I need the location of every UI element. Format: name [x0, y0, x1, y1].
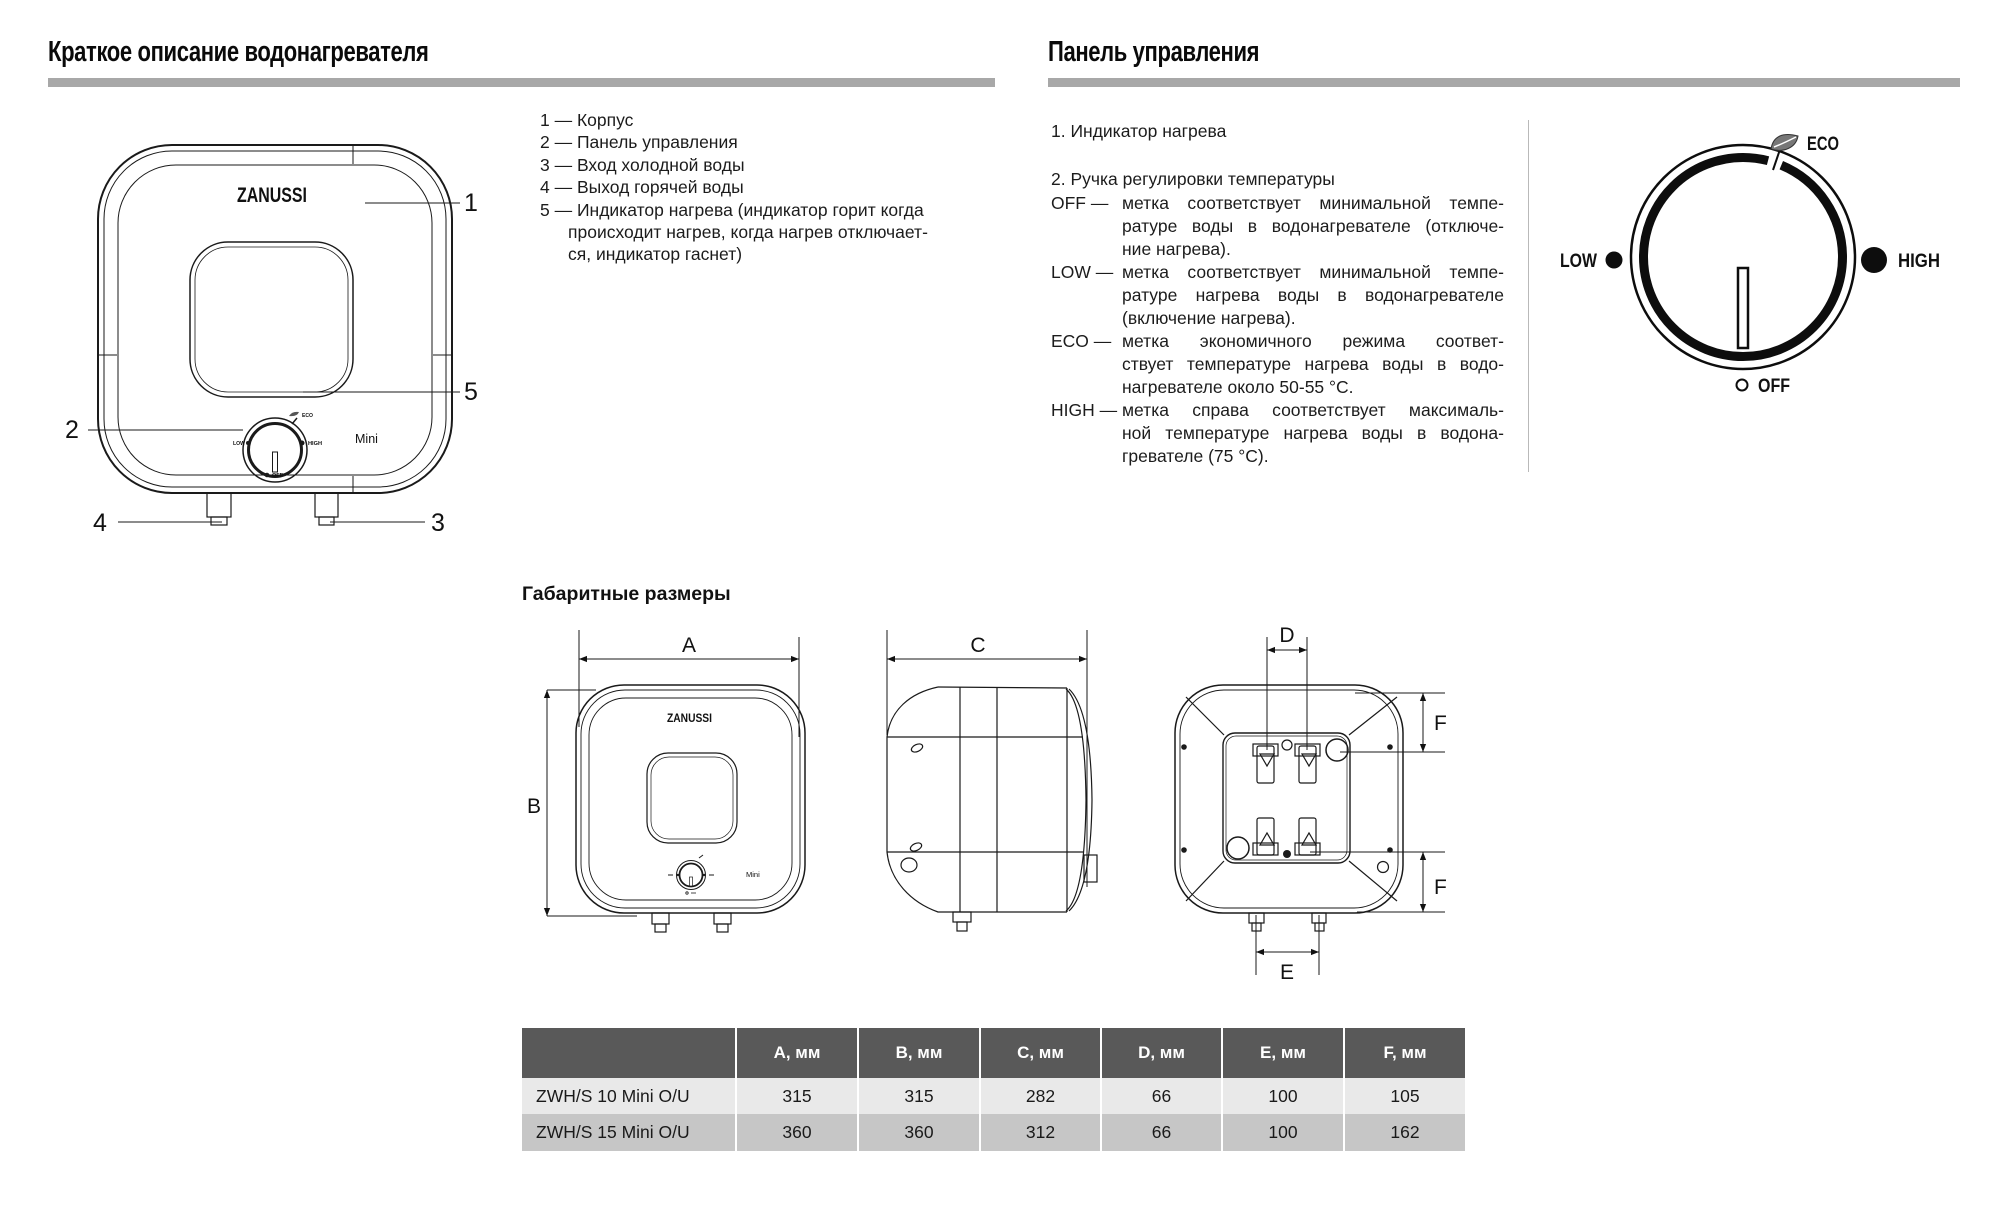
table-cell: 162 [1343, 1114, 1465, 1151]
dimensions-title: Габаритные размеры [522, 583, 731, 605]
brand-logo: ZANUSSI [237, 184, 307, 207]
low-dot-icon [246, 441, 250, 445]
table-header: B, мм [857, 1028, 979, 1078]
dim-B [547, 690, 637, 916]
mode-label: OFF — [1051, 193, 1109, 213]
dim-label-E: E [1279, 961, 1295, 984]
dim-label-A: A [681, 634, 697, 657]
brand-logo: ZANUSSI [667, 713, 712, 725]
table-cell: 312 [979, 1114, 1100, 1151]
table-header: E, мм [1221, 1028, 1343, 1078]
table-row-name: ZWH/S 10 Mini O/U [522, 1078, 735, 1114]
legend-line: 5 — Индикатор нагрева (индикатор горит когда [540, 199, 924, 220]
temperature-dial-diagram [1545, 95, 1985, 415]
parts-legend [540, 109, 928, 266]
table-cell: 360 [735, 1114, 857, 1151]
table-cell: 100 [1221, 1078, 1343, 1114]
model-label: Mini [746, 870, 760, 879]
dial-eco-label: ECO [1807, 134, 1839, 155]
mode-label: HIGH — [1051, 400, 1118, 420]
water-heater-front-diagram [55, 125, 485, 540]
table-cell: 282 [979, 1078, 1100, 1114]
table-cell: 315 [857, 1078, 979, 1114]
mode-descriptions [1051, 192, 1504, 468]
table-cell: 105 [1343, 1078, 1465, 1114]
title-underline-bar [48, 78, 995, 87]
section-title-control-panel: Панель управления [1048, 36, 1260, 68]
table-row-name: ZWH/S 15 Mini O/U [522, 1114, 735, 1151]
dim-label-F: F [1434, 712, 1447, 735]
high-dot-icon [1861, 247, 1887, 273]
dial-high-label: HIGH [1898, 251, 1940, 272]
callout-2: 2 [65, 416, 79, 444]
dim-label-D: D [1279, 624, 1295, 647]
dim-F-bottom [1310, 852, 1445, 912]
control-panel-item-1: 1. Индикатор нагрева [1051, 121, 1227, 141]
dim-label-F: F [1434, 876, 1447, 899]
table-header: D, мм [1100, 1028, 1221, 1078]
device-dial [243, 412, 307, 482]
eco-leaf-icon [289, 412, 299, 416]
title-underline-bar [1048, 78, 1960, 87]
legend-line: 3 — Вход холодной воды [540, 154, 745, 175]
table-cell: 66 [1100, 1114, 1221, 1151]
mode-label: LOW — [1051, 262, 1114, 282]
hot-water-outlet-pipe [207, 493, 231, 525]
table-cell: 315 [735, 1078, 857, 1114]
legend-line: 2 — Панель управления [540, 132, 738, 153]
model-label: Mini [355, 432, 378, 446]
dial-off-label: OFF [272, 473, 284, 479]
eco-leaf-icon [1771, 135, 1798, 151]
table-cell: 66 [1100, 1078, 1221, 1114]
section-title-description: Краткое описание водонагревателя [48, 36, 429, 68]
callout-1: 1 [464, 189, 478, 217]
dim-C [887, 630, 1087, 887]
legend-line: ся, индикатор гаснет) [568, 244, 743, 265]
cold-water-inlet-pipe [315, 493, 338, 525]
control-panel-item-2: 2. Ручка регулировки температуры [1051, 169, 1335, 189]
dim-label-C: C [970, 634, 986, 657]
dial-off-label: OFF [1758, 376, 1790, 397]
legend-line: происходит нагрев, когда нагрев отключает- [568, 222, 928, 243]
table-header: F, мм [1343, 1028, 1465, 1078]
dial-low-label: LOW [233, 441, 246, 447]
dim-label-B: B [526, 795, 542, 818]
side-view-drawing [887, 630, 1097, 931]
dimensions-table [522, 1028, 1465, 1151]
table-cell: 100 [1221, 1114, 1343, 1151]
column-divider [1528, 120, 1529, 472]
dial-low-label: LOW [1560, 251, 1598, 272]
high-dot-icon [300, 441, 305, 446]
mode-eco: ECO — метка экономичного режима соответ- ствует температуре нагрева воды в водо- нагревателе около 50-55 °C. [1051, 331, 1504, 397]
off-mark-icon [1737, 380, 1748, 391]
mode-off: OFF — метка соответствует минимальной темпе- ратуре воды в водонагревателе (отключе- ние нагрева). [1051, 193, 1504, 259]
dial-eco-label: ECO [302, 413, 314, 419]
mode-high: HIGH — метка справа соответствует максималь- ной температуре нагрева воды в водона- гревателе (75 °C). [1051, 400, 1504, 466]
dial-high-label: HIGH [308, 441, 323, 447]
mode-label: ECO — [1051, 331, 1112, 351]
device-front-face [118, 165, 432, 475]
callout-3: 3 [431, 509, 445, 537]
device-panel-cover [190, 242, 353, 397]
table-corner-cell [522, 1028, 735, 1078]
mounting-slot [1253, 818, 1320, 855]
mode-low: LOW — метка соответствует минимальной темпе- ратуре нагрева воды в водонагревателе (включение нагрева). [1051, 262, 1504, 328]
callout-5: 5 [464, 378, 478, 406]
legend-line: 1 — Корпус [540, 110, 634, 130]
front-view-drawing [547, 630, 805, 932]
table-header: A, мм [735, 1028, 857, 1078]
callout-4: 4 [93, 509, 107, 537]
table-cell: 360 [857, 1114, 979, 1151]
legend-line: 4 — Выход горячей воды [540, 177, 744, 198]
back-view-drawing [1175, 637, 1445, 975]
table-header: C, мм [979, 1028, 1100, 1078]
dial-pointer-slot [1738, 268, 1748, 348]
low-dot-icon [1606, 252, 1623, 269]
dimension-drawings [510, 615, 1500, 990]
